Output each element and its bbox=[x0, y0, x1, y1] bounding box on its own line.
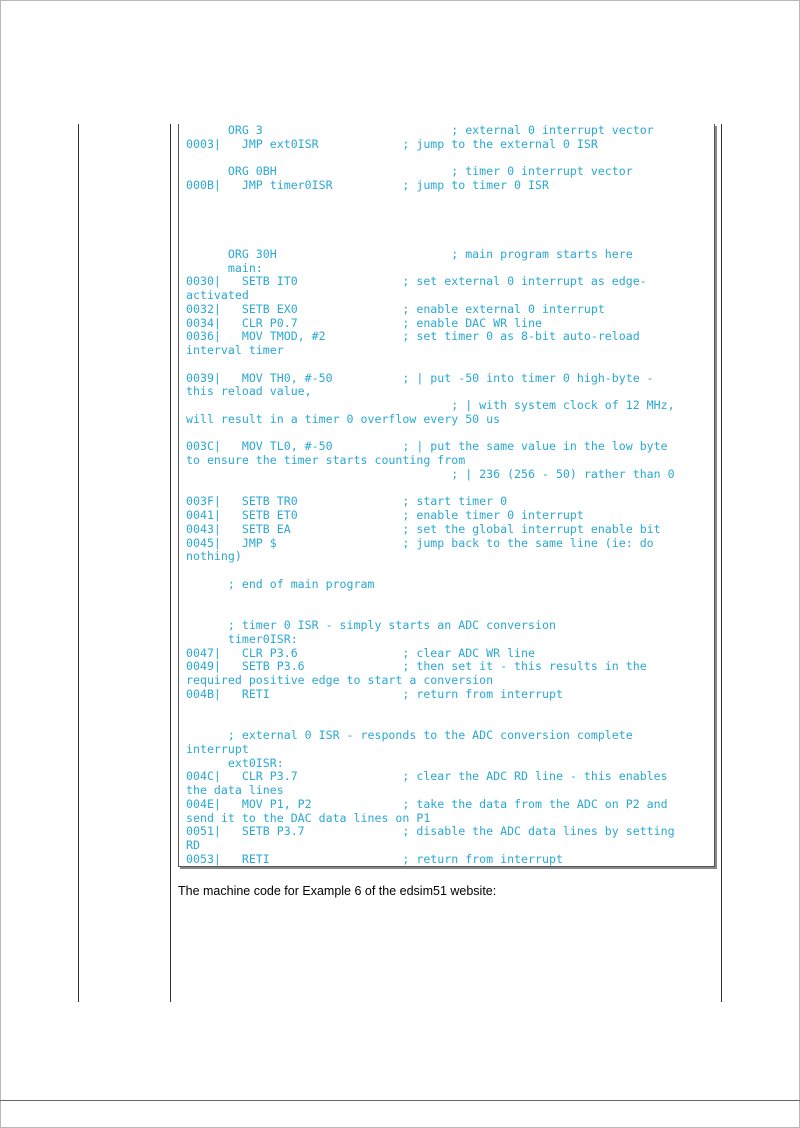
code-line: will result in a timer 0 overflow every 50 us bbox=[186, 411, 501, 426]
code-line: 0047| CLR P3.6 ; clear ADC WR line bbox=[186, 645, 536, 660]
code-line: 004C| CLR P3.7 ; clear the ADC RD line - this enables bbox=[186, 769, 668, 784]
code-line: 004E| MOV P1, P2 ; take the data from the ADC on P2 and bbox=[186, 796, 668, 811]
code-line: 0030| SETB IT0 ; set external 0 interrupt as edge- bbox=[186, 274, 647, 289]
code-line: this reload value, bbox=[186, 384, 312, 399]
code-line: required positive edge to start a conversion bbox=[186, 673, 494, 687]
code-line: 0041| SETB ET0 ; enable timer 0 interrupt bbox=[186, 508, 584, 522]
bottom-rule bbox=[0, 1100, 800, 1101]
right-column-line bbox=[721, 124, 722, 1002]
assembly-code-listing bbox=[186, 124, 675, 867]
code-line: ; end of main program bbox=[186, 576, 375, 591]
code-line: the data lines bbox=[186, 783, 284, 797]
code-line: 0003| JMP ext0ISR ; jump to the external 0 ISR bbox=[186, 136, 598, 151]
code-line: to ensure the timer starts counting from bbox=[186, 453, 466, 467]
code-line: nothing) bbox=[186, 549, 242, 564]
code-line: 0045| JMP $ ; jump back to the same line (ie: do bbox=[186, 535, 654, 550]
code-line: 0043| SETB EA ; set the global interrupt enable bit bbox=[186, 521, 661, 536]
code-line: 0034| CLR P0.7 ; enable DAC WR line bbox=[186, 315, 542, 330]
code-line: 003C| MOV TL0, #-50 ; | put the same value in the low byte bbox=[186, 439, 668, 454]
code-line: ORG 3 ; external 0 interrupt vector bbox=[186, 123, 654, 137]
code-line: timer0ISR: bbox=[186, 631, 298, 646]
left-margin-line bbox=[78, 124, 79, 1002]
code-line: ; timer 0 ISR - simply starts an ADC conversion bbox=[186, 618, 556, 632]
code-line: main: bbox=[186, 260, 263, 275]
code-line: 0036| MOV TMOD, #2 ; set timer 0 as 8-bit auto-reload bbox=[186, 329, 640, 344]
code-line: 0032| SETB EX0 ; enable external 0 interrupt bbox=[186, 301, 605, 316]
code-line: 0053| RETI ; return from interrupt bbox=[186, 851, 563, 866]
code-line: ; external 0 ISR - responds to the ADC conversion complete bbox=[186, 728, 633, 742]
code-line: interrupt bbox=[186, 741, 249, 756]
code-line: 003F| SETB TR0 ; start timer 0 bbox=[186, 494, 508, 509]
code-line: 0051| SETB P3.7 ; disable the ADC data lines by setting bbox=[186, 824, 675, 839]
code-line: ; | with system clock of 12 MHz, bbox=[186, 398, 675, 412]
code-line: 000B| JMP timer0ISR ; jump to timer 0 ISR bbox=[186, 178, 549, 192]
code-line: interval timer bbox=[186, 343, 284, 357]
code-line: 004B| RETI ; return from interrupt bbox=[186, 686, 563, 701]
code-line: send it to the DAC data lines on P1 bbox=[186, 810, 431, 825]
code-line: ORG 30H ; main program starts here bbox=[186, 246, 633, 261]
code-line: 0039| MOV TH0, #-50 ; | put -50 into timer 0 high-byte - bbox=[186, 370, 654, 385]
code-line: ext0ISR: bbox=[186, 755, 284, 770]
code-line: activated bbox=[186, 288, 249, 302]
left-column-line bbox=[170, 124, 171, 1002]
code-line: RD bbox=[186, 838, 200, 852]
code-line: ORG 0BH ; timer 0 interrupt vector bbox=[186, 164, 633, 179]
code-line: ; | 236 (256 - 50) rather than 0 bbox=[186, 466, 675, 481]
machine-code-caption: The machine code for Example 6 of the edsim51 website: bbox=[178, 884, 497, 898]
code-line: 0049| SETB P3.6 ; then set it - this results in the bbox=[186, 659, 647, 674]
